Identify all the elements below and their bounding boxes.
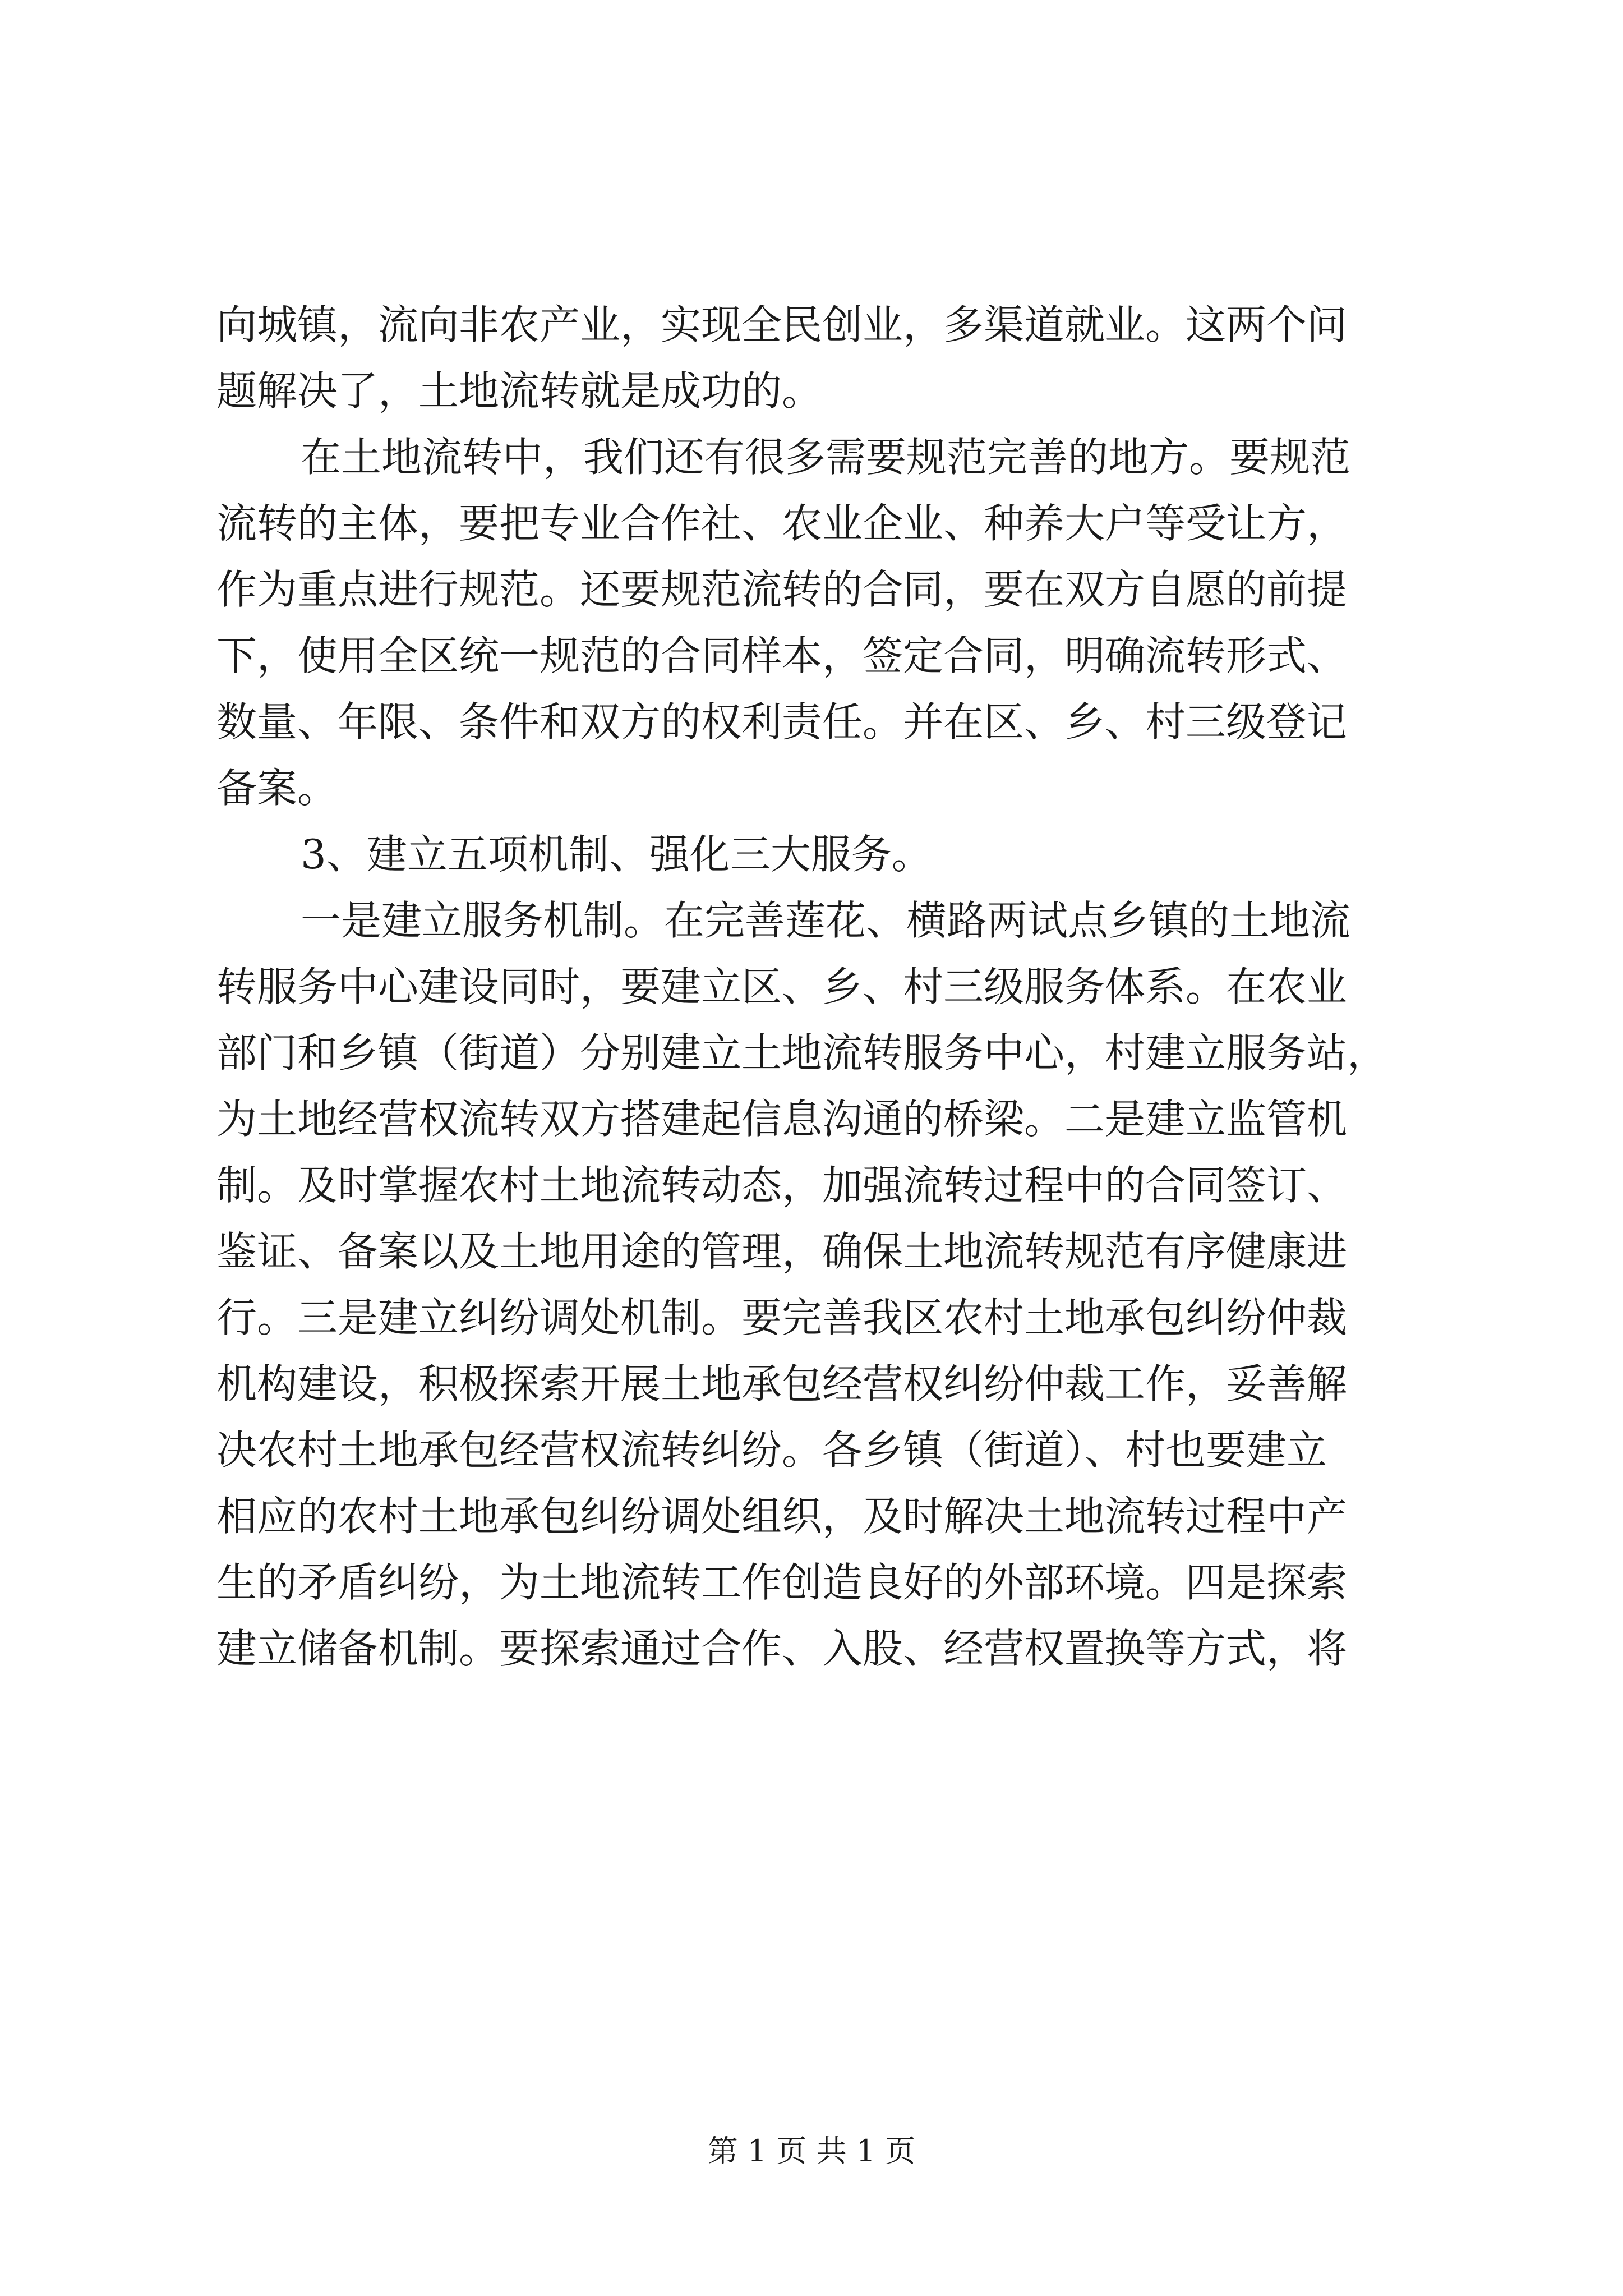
text-line: 备案。 (216, 765, 338, 812)
page-number-label: 第 1 页 共 1 页 (707, 2133, 916, 2169)
text-line: 转服务中心建设同时，要建立区、乡、村三级服务体系。在农业 (216, 963, 1348, 1010)
text-line: 制。及时掌握农村土地流转动态，加强流转过程中的合同签订、 (216, 1162, 1348, 1209)
text-line: 行。三是建立纠纷调处机制。要完善我区农村土地承包纠纷仲裁 (216, 1294, 1348, 1341)
text-line: 决农村土地承包经营权流转纠纷。各乡镇（街道）、村也要建立 (216, 1427, 1327, 1474)
text-line: 为土地经营权流转双方搭建起信息沟通的桥梁。二是建立监管机 (216, 1096, 1348, 1143)
text-line: 数量、年限、条件和双方的权利责任。并在区、乡、村三级登记 (216, 698, 1348, 746)
text-line: 机构建设，积极探索开展土地承包经营权纠纷仲裁工作，妥善解 (216, 1360, 1348, 1407)
text-line: 部门和乡镇（街道）分别建立土地流转服务中心，村建立服务站， (216, 1029, 1388, 1076)
paragraph-start-line: 一是建立服务机制。在完善莲花、横路两试点乡镇的土地流 (301, 897, 1351, 944)
paragraph-start-line: 在土地流转中，我们还有很多需要规范完善的地方。要规范 (301, 434, 1351, 481)
text-line: 流转的主体，要把专业合作社、农业企业、种养大户等受让方， (216, 500, 1348, 547)
text-line: 生的矛盾纠纷，为土地流转工作创造良好的外部环境。四是探索 (216, 1559, 1348, 1606)
text-line: 向城镇，流向非农产业，实现全民创业，多渠道就业。这两个问 (216, 301, 1348, 348)
text-line: 建立储备机制。要探索通过合作、入股、经营权置换等方式，将 (216, 1625, 1348, 1672)
section-heading: 3、建立五项机制、强化三大服务。 (301, 831, 932, 878)
text-line: 作为重点进行规范。还要规范流转的合同，要在双方自愿的前提 (216, 566, 1348, 613)
text-line: 鉴证、备案以及土地用途的管理，确保土地流转规范有序健康进 (216, 1228, 1348, 1275)
page-footer (0, 2132, 1623, 2171)
text-line: 题解决了，土地流转就是成功的。 (216, 367, 823, 415)
text-line: 下，使用全区统一规范的合同样本，签定合同，明确流转形式、 (216, 632, 1348, 679)
text-line: 相应的农村土地承包纠纷调处组织，及时解决土地流转过程中产 (216, 1493, 1348, 1540)
document-body (216, 292, 1422, 1682)
